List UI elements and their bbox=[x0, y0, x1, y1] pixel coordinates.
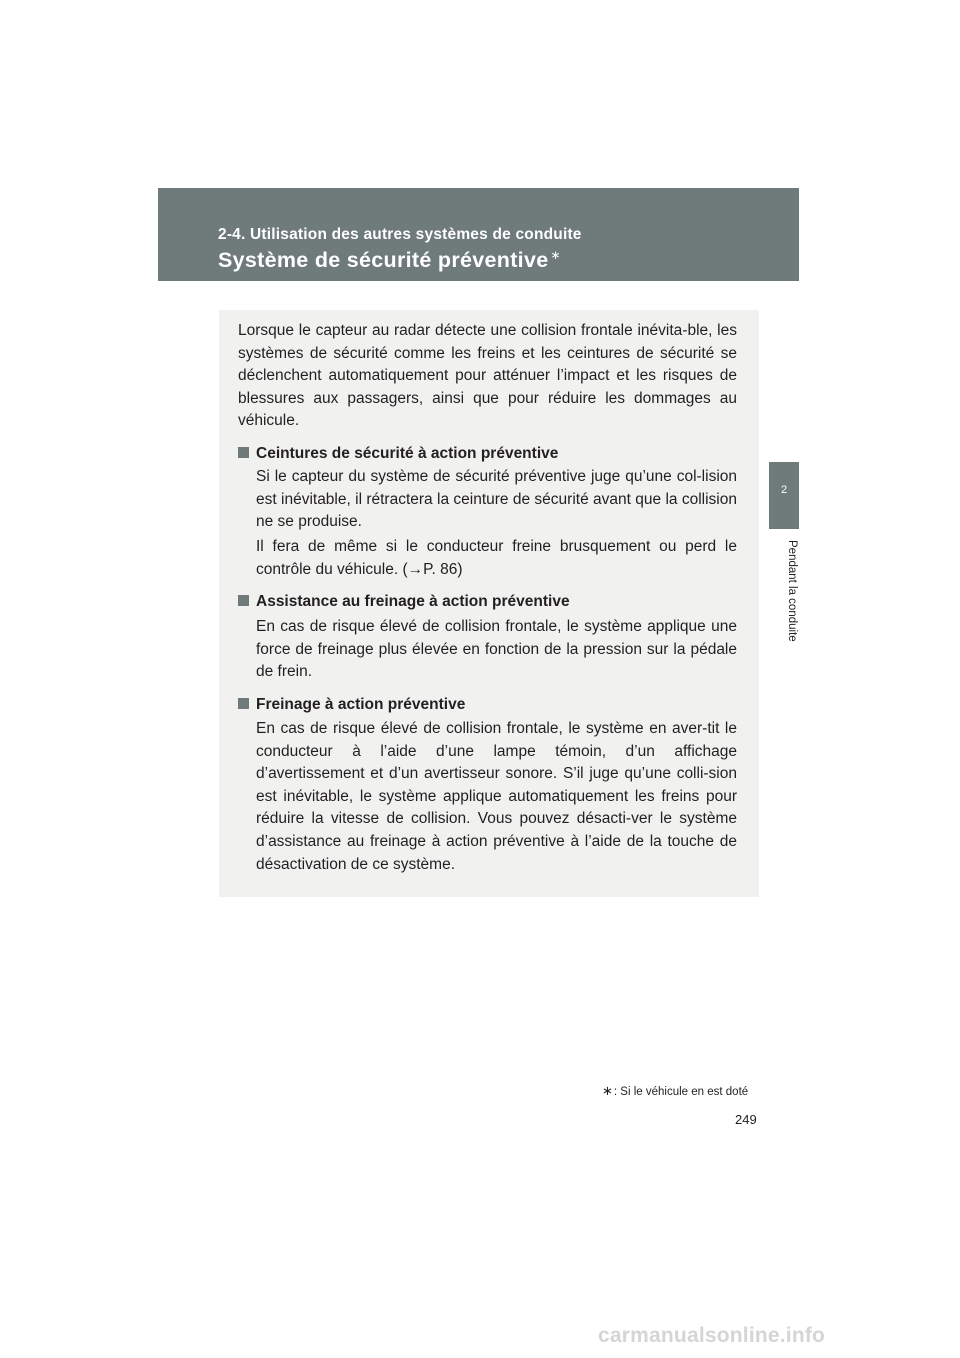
item-title-text: Freinage à action préventive bbox=[256, 696, 466, 713]
item-paragraph: En cas de risque élevé de collision frontale, le système applique une force de freinage plus élevée en fonction de la pression sur la pédale de frein. bbox=[256, 618, 737, 681]
item-title bbox=[238, 591, 570, 613]
watermark-link[interactable]: carmanualsonline.info bbox=[598, 1324, 826, 1347]
item-title-text: Ceintures de sécurité à action préventive bbox=[256, 445, 559, 462]
title-footnote-marker: ∗ bbox=[550, 248, 561, 262]
chapter-label: Pendant la conduite bbox=[786, 540, 798, 642]
chapter-number: 2 bbox=[780, 484, 788, 496]
item-title bbox=[238, 443, 558, 465]
footnote-marker: ∗ bbox=[602, 1083, 613, 1098]
item-paragraph: Si le capteur du système de sécurité préventive juge qu’une col-lision est inévitable, il rétractera la ceinture de sécurité avant que la collision ne se produise. bbox=[256, 468, 737, 531]
item-title bbox=[238, 694, 465, 716]
footnote bbox=[602, 1083, 748, 1099]
item-paragraph: En cas de risque élevé de collision frontale, le système en aver-tit le conducteur à l’aide d’une lampe témoin, d’un affichage d’avertissement et d’un avertisseur sonore. S’il juge qu’une colli-sion est inévitable, le système applique automatiquement les freins pour réduire la vitesse de collision. Vous pouvez désacti-ver le système d’assistance au freinage à action préventive à l’aide de la touche de désactivation de ce système. bbox=[256, 720, 737, 873]
page-title bbox=[218, 248, 561, 273]
intro-paragraph: Lorsque le capteur au radar détecte une collision frontale inévita-ble, les systèmes de sécurité comme les freins et les ceintures de sécurité se déclenchent automatiquement pour atténuer l’impact et les risques de blessures aux passagers, ainsi que pour réduire les dommages au véhicule. bbox=[238, 322, 737, 430]
item-paragraph: Il fera de même si le conducteur freine brusquement ou perd le contrôle du véhicule. (→P. 86) bbox=[256, 538, 737, 578]
square-bullet-icon bbox=[238, 447, 249, 458]
chapter-tab bbox=[769, 462, 799, 529]
item-title-text: Assistance au freinage à action préventive bbox=[256, 593, 570, 610]
square-bullet-icon bbox=[238, 595, 249, 606]
page-title-text: Système de sécurité préventive bbox=[218, 248, 549, 273]
footnote-text: : Si le véhicule en est doté bbox=[613, 1086, 749, 1098]
section-heading: 2-4. Utilisation des autres systèmes de conduite bbox=[218, 226, 582, 243]
square-bullet-icon bbox=[238, 698, 249, 709]
page-number: 249 bbox=[735, 1112, 757, 1127]
